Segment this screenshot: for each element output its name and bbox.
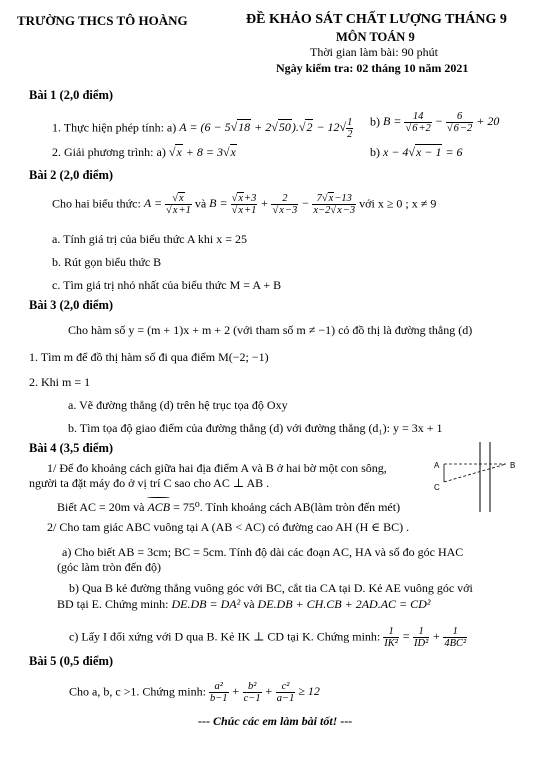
bai1-q1b-expr: B = $\frac{14}{√6+2}$ − $\frac{6}{√6-2}$ + 20 [383,111,500,134]
bai1-q1b: b) B = $\frac{14}{√6+2}$ − $\frac{6}{√6-2}$ + 20 [370,111,500,134]
bai1-title: Bài 1 (2,0 điểm) [29,88,114,102]
bai4-title: Bài 4 (3,5 điểm) [29,441,114,455]
label-a: A [434,461,440,470]
footer-wish: --- Chúc các em làm bài tốt! --- [198,714,353,728]
bai4-p2b1: b) Qua B kẻ đường thẳng vuông góc với BC, cắt tia CA tại D. Kẻ AE vuông góc với [69,581,473,595]
bai2-c: c. Tìm giá trị nhỏ nhất của biểu thức M = A + B [52,278,282,292]
bai1-q1a-expr: A = (6 − 5√18 + 2√50).√2 − 12√ $\frac{1}{2}$ [179,117,353,140]
bai2-title: Bài 2 (2,0 điểm) [29,168,114,182]
bai3-q1: 1. Tìm m để đồ thị hàm số đi qua điểm M(−2; −1) [29,350,269,364]
bai4-p1a: 1/ Để đo khoảng cách giữa hai địa điểm A và B ở hai bờ một con sông, [47,461,387,475]
bai3-intro: Cho hàm số y = (m + 1)x + m + 2 (với tham số m ≠ −1) có đồ thị là đường thẳng (d) [68,323,473,337]
bai3-q2b: b. Tìm tọa độ giao điểm của đường thẳng (d) với đường thẳng (d₁): y = 3x + 1 [68,421,443,435]
exam-title: ĐỀ KHẢO SÁT CHẤT LƯỢNG THÁNG 9 [246,12,507,27]
bai1-q2b-expr: x − 4√x − 1 = 6 [383,145,463,159]
bai3-title: Bài 3 (2,0 điểm) [29,298,114,312]
exam-duration: Thời gian làm bài: 90 phút [310,45,438,59]
school-name: TRƯỜNG THCS TÔ HOÀNG [17,13,188,28]
bai4-p1b: người ta đặt máy đo ở vị trí C sao cho AC ⊥ AB . [29,476,270,490]
bai4-p2a2: (góc làm tròn đến độ) [57,560,161,574]
bai4-p2c: c) Lấy I đối xứng với D qua B. Kẻ IK ⊥ CD tại K. Chứng minh: $\frac{1}{\text{IK²}}$ = $\frac{1}{\text{ID²}}$ + $\frac{1}{\text{4BC²}}$ [69,626,467,649]
bai5-intro: Cho a, b, c >1. Chứng minh: $\frac{\text{a²}}{b-1}$ + $\frac{\text{b²}}{c-1}$ + $\frac{\text{c²}}{a-1}$ ≥ 12 [69,681,320,704]
label-c: C [434,483,440,492]
bai1-q2a-expr: √x + 8 = 3√x [168,145,236,159]
exam-subject: MÔN TOÁN 9 [336,30,415,44]
bai2-expr-b: B = $\frac{√x+3}{√x+1}$ + $\frac{2}{√x-3}$ − $\frac{7√x-13}{x-2√x-3}$ [209,193,356,216]
bai1-q1: 1. Thực hiện phép tính: a) A = (6 − 5√18 + 2√50).√2 − 12√ $\frac{1}{2}$ [52,117,353,140]
bai2-a: a. Tính giá trị của biểu thức A khi x = 25 [52,232,248,246]
angle-acb: ACB [147,500,170,514]
bai4-p2a1: a) Cho biết AB = 3cm; BC = 5cm. Tính độ dài các đoạn AC, HA và số đo góc HAC [62,545,464,559]
label-b: B [510,461,516,470]
bai4-p2c-expr: $\frac{1}{\text{IK²}}$ = $\frac{1}{\text{ID²}}$ + $\frac{1}{\text{4BC²}}$ [384,626,467,649]
bai1-q2b: b) x − 4√x − 1 = 6 [370,145,463,159]
segment-cb [444,464,506,482]
bai1-q2: 2. Giải phương trình: a) √x + 8 = 3√x [52,145,236,159]
bai2-b: b. Rút gọn biểu thức B [52,255,162,269]
bai3-q2a: a. Vẽ đường thẳng (d) trên hệ trục tọa độ Oxy [68,398,288,412]
bai5-expr: $\frac{\text{a²}}{b-1}$ + $\frac{\text{b²}}{c-1}$ + $\frac{\text{c²}}{a-1}$ ≥ 12 [209,681,320,704]
bai2-intro: Cho hai biểu thức: A = $\frac{√x}{√x+1}$ và B = $\frac{√x+3}{√x+1}$ + $\frac{2}{√x-3}$ − $\frac{7√x-13}{x-2√x-3}$ với x ≥ 0 ; x ≠ 9 [52,193,437,216]
bai4-p1c: Biết AC = 20m và ACB = 75⁰. Tính khoảng cách AB(làm tròn đến mét) [57,500,400,515]
river-figure [428,442,528,512]
bai5-title: Bài 5 (0,5 điểm) [29,654,114,668]
exam-date: Ngày kiểm tra: 02 tháng 10 năm 2021 [276,61,469,75]
bai3-q2: 2. Khi m = 1 [29,375,91,389]
bai4-p2: 2/ Cho tam giác ABC vuông tại A (AB < AC) có đường cao AH (H ∈ BC) . [47,520,410,534]
bai2-expr-a: A = $\frac{√x}{√x+1}$ [143,193,191,216]
bai4-p2b2: BD tại E. Chứng minh: DE.DB = DA² và DE.DB + CH.CB + 2AD.AC = CD² [57,597,431,611]
